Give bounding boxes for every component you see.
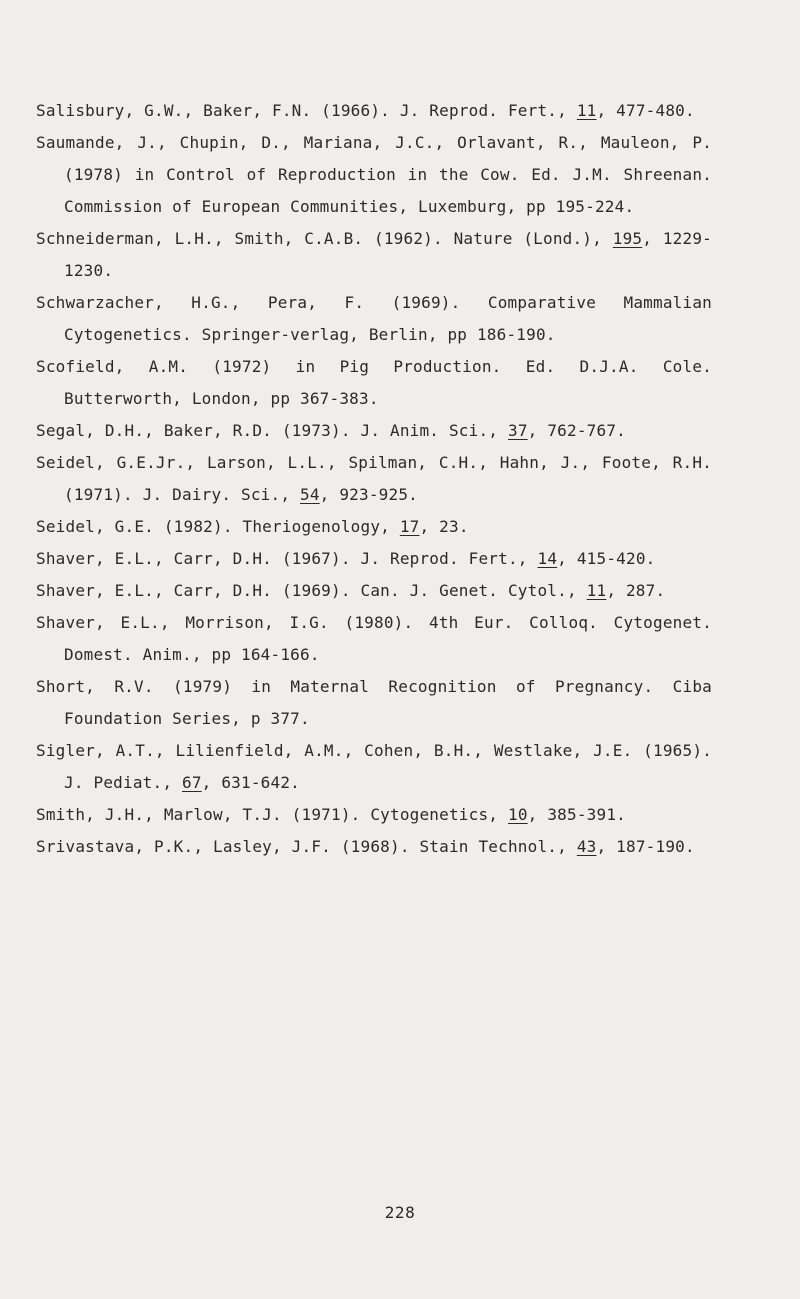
reference-pages: , 385-391. xyxy=(527,805,626,824)
reference-volume: 54 xyxy=(300,485,320,504)
reference-pages: , 477-480. xyxy=(596,101,695,120)
reference-volume: 17 xyxy=(399,517,420,536)
reference-text: Shaver, E.L., Carr, D.H. (1969). Can. J. Genet. Cytol., xyxy=(36,581,587,600)
reference-volume: 37 xyxy=(507,421,528,440)
reference-entry xyxy=(36,607,722,671)
reference-pages: , 762-767. xyxy=(527,421,626,440)
reference-entry xyxy=(36,351,722,415)
reference-entry xyxy=(36,223,712,287)
reference-entry xyxy=(36,671,722,735)
reference-volume: 10 xyxy=(507,805,528,824)
reference-pages: , 287. xyxy=(606,581,666,600)
reference-text: Scofield, A.M. (1972) in Pig Production. Ed. D.J.A. Cole. Butterworth, London, pp 367-383. xyxy=(36,357,722,408)
reference-text: Shaver, E.L., Carr, D.H. (1967). J. Reprod. Fert., xyxy=(36,549,538,568)
reference-entry xyxy=(36,575,712,607)
reference-volume: 14 xyxy=(537,549,558,568)
reference-entry xyxy=(36,95,712,127)
reference-volume: 195 xyxy=(612,229,643,248)
reference-entry xyxy=(36,447,722,511)
reference-entry xyxy=(36,735,722,799)
reference-entry xyxy=(36,543,712,575)
reference-pages: , 187-190. xyxy=(596,837,695,856)
reference-entry xyxy=(36,127,722,223)
reference-text: Segal, D.H., Baker, R.D. (1973). J. Anim. Sci., xyxy=(36,421,508,440)
reference-volume: 43 xyxy=(576,837,597,856)
reference-pages: , 923-925. xyxy=(319,485,418,504)
reference-text: Short, R.V. (1979) in Maternal Recognition of Pregnancy. Ciba Foundation Series, p 377. xyxy=(36,677,722,728)
reference-volume: 11 xyxy=(586,581,607,600)
reference-entry xyxy=(36,799,712,831)
reference-entry xyxy=(36,831,712,863)
reference-volume: 67 xyxy=(182,773,202,792)
reference-text: Schneiderman, L.H., Smith, C.A.B. (1962). Nature (Lond.), xyxy=(36,229,613,248)
reference-text: Saumande, J., Chupin, D., Mariana, J.C., Orlavant, R., Mauleon, P. (1978) in Control of Reproduction in the Cow. Ed. J.M. Shreenan. Commission of European Communities, Luxemburg, pp 195-224. xyxy=(36,133,722,216)
reference-entry xyxy=(36,287,722,351)
reference-entry xyxy=(36,415,712,447)
reference-text: Seidel, G.E.Jr., Larson, L.L., Spilman, C.H., Hahn, J., Foote, R.H. (1971). J. Dairy. Sci., xyxy=(36,453,722,504)
reference-text: Srivastava, P.K., Lasley, J.F. (1968). Stain Technol., xyxy=(36,837,577,856)
reference-entry xyxy=(36,511,712,543)
reference-text: Smith, J.H., Marlow, T.J. (1971). Cytogenetics, xyxy=(36,805,508,824)
reference-text: Salisbury, G.W., Baker, F.N. (1966). J. Reprod. Fert., xyxy=(36,101,577,120)
reference-pages: , 631-642. xyxy=(201,773,300,792)
reference-volume: 11 xyxy=(576,101,597,120)
reference-list xyxy=(36,95,722,863)
page-number: 228 xyxy=(384,1203,416,1222)
reference-text: Schwarzacher, H.G., Pera, F. (1969). Comparative Mammalian Cytogenetics. Springer-verlag, Berlin, pp 186-190. xyxy=(36,293,722,344)
reference-text: Shaver, E.L., Morrison, I.G. (1980). 4th Eur. Colloq. Cytogenet. Domest. Anim., pp 164-166. xyxy=(36,613,722,664)
reference-pages: , 1229-1230. xyxy=(64,229,712,280)
reference-text: Seidel, G.E. (1982). Theriogenology, xyxy=(36,517,400,536)
reference-text: Sigler, A.T., Lilienfield, A.M., Cohen, B.H., Westlake, J.E. (1965). J. Pediat., xyxy=(36,741,722,792)
reference-pages: , 415-420. xyxy=(557,549,656,568)
reference-pages: , 23. xyxy=(419,517,469,536)
